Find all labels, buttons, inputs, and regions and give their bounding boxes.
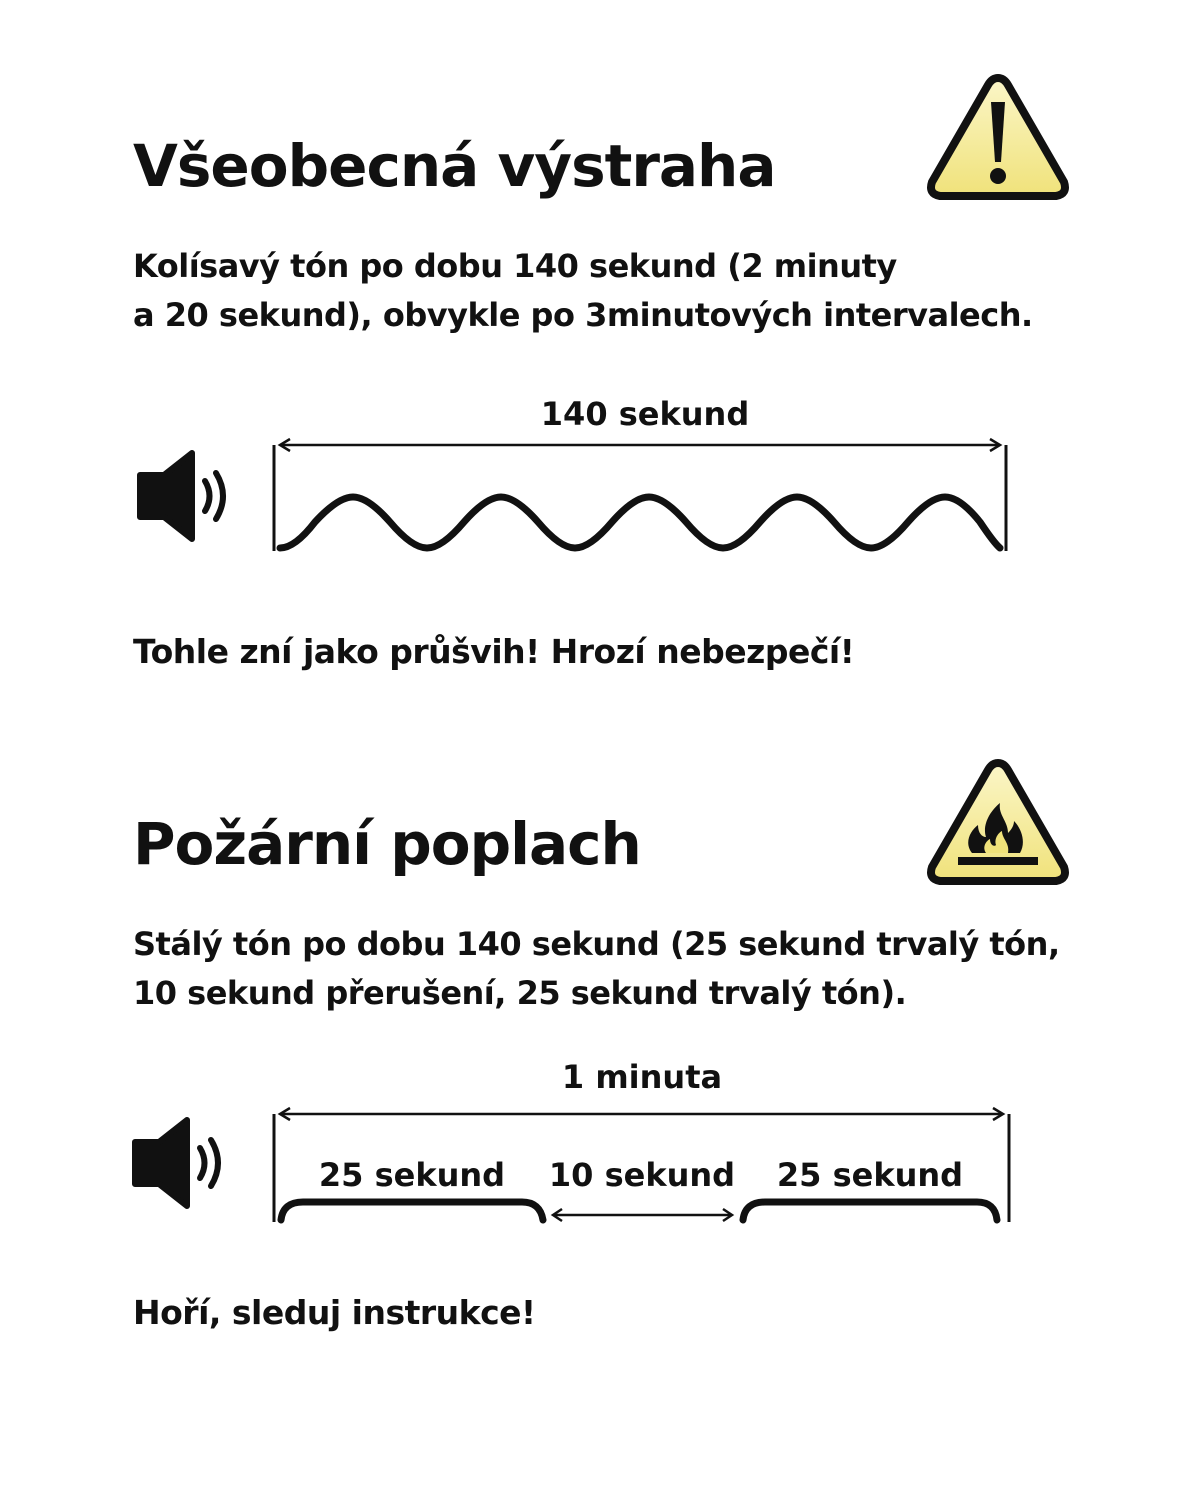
first-steady-tone-signal bbox=[281, 1202, 543, 1220]
fire-warning-icon bbox=[924, 755, 1072, 889]
general-warning-description bbox=[133, 242, 1033, 340]
description-line: a 20 sekund), obvykle po 3minutových intervalech. bbox=[133, 296, 1033, 334]
first-tone-duration-label: 25 sekund bbox=[318, 1156, 506, 1194]
wavy-tone-signal bbox=[280, 497, 1000, 548]
general-warning-title: Všeobecná výstraha bbox=[133, 132, 776, 200]
duration-arrow bbox=[280, 1108, 1003, 1120]
pause-duration-arrow bbox=[553, 1209, 732, 1221]
total-duration-label: 140 sekund bbox=[540, 395, 750, 433]
speaker-icon bbox=[135, 1120, 218, 1206]
general-warning-diagram bbox=[130, 385, 1030, 565]
second-tone-duration-label: 25 sekund bbox=[776, 1156, 964, 1194]
total-duration-label: 1 minuta bbox=[561, 1058, 723, 1096]
fire-alarm-title: Požární poplach bbox=[133, 810, 641, 878]
description-line: Stálý tón po dobu 140 sekund (25 sekund trvalý tón, bbox=[133, 925, 1060, 963]
pause-duration-label: 10 sekund bbox=[548, 1156, 736, 1194]
fire-alarm-diagram bbox=[125, 1050, 1025, 1230]
description-line: 10 sekund přerušení, 25 sekund trvalý tón). bbox=[133, 974, 907, 1012]
speaker-icon bbox=[140, 453, 223, 539]
duration-arrow bbox=[280, 439, 1000, 451]
exclamation-warning-icon bbox=[924, 70, 1072, 204]
fire-alarm-description bbox=[133, 920, 1060, 1018]
general-warning-tagline: Tohle zní jako průšvih! Hrozí nebezpečí! bbox=[133, 632, 855, 671]
fire-alarm-tagline: Hoří, sleduj instrukce! bbox=[133, 1293, 536, 1332]
second-steady-tone-signal bbox=[743, 1202, 997, 1220]
description-line: Kolísavý tón po dobu 140 sekund (2 minuty bbox=[133, 247, 897, 285]
